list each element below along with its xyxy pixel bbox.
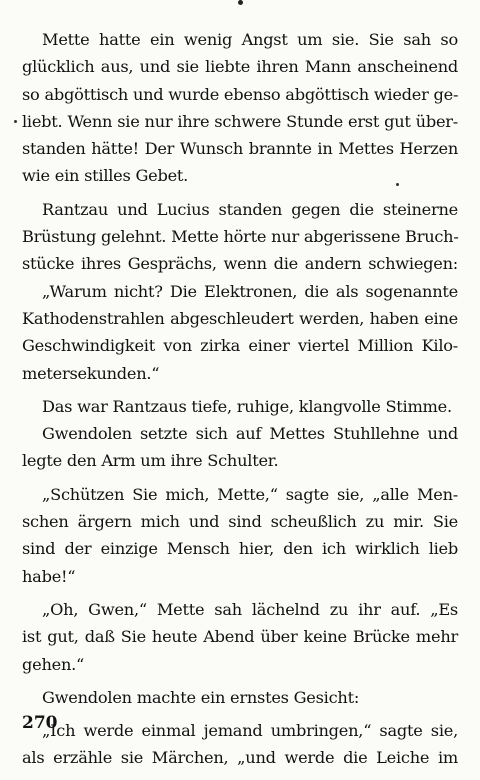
text-line: Geschwindigkeit von zirka einer viertel Million Kilo- — [22, 336, 458, 356]
text-line: Gwendolen machte ein ernstes Gesicht: — [42, 687, 360, 707]
text-line: glücklich aus, und sie liebte ihren Mann anscheinend — [22, 57, 458, 77]
paragraph-4 — [22, 393, 458, 420]
page-body — [22, 26, 458, 772]
text-line: Kathodenstrahlen abgeschleudert werden, haben eine — [22, 308, 458, 328]
text-line: Rantzau und Lucius standen gegen die steinerne — [42, 199, 458, 219]
paragraph-7 — [22, 596, 458, 678]
paragraph-6 — [22, 481, 458, 590]
text-line: wie ein stilles Gebet. — [22, 166, 189, 186]
text-line: sind der einzige Mensch hier, den ich wirklich lieb — [22, 539, 458, 559]
text-line: liebt. Wenn sie nur ihre schwere Stunde erst gut über- — [22, 111, 458, 131]
text-line: „Ich werde einmal jemand umbringen,“ sagte sie, — [42, 721, 458, 741]
paragraph-8 — [22, 684, 458, 711]
text-line: habe!“ — [22, 566, 76, 586]
ink-dot-top — [238, 0, 243, 5]
text-line: Mette hatte ein wenig Angst um sie. Sie sah so — [42, 30, 458, 49]
text-line: gehen.“ — [22, 654, 85, 674]
text-line: „Schützen Sie mich, Mette,“ sagte sie, „alle Men- — [42, 484, 458, 504]
text-line: so abgöttisch und wurde ebenso abgöttisch wieder ge- — [22, 84, 459, 104]
text-line: als erzähle sie Märchen, „und werde die Leiche im — [22, 748, 458, 768]
paragraph-3 — [22, 278, 458, 387]
text-line: „Oh, Gwen,“ Mette sah lächelnd zu ihr auf. „Es — [42, 599, 458, 619]
text-line: standen hätte! Der Wunsch brannte in Mettes Herzen — [22, 139, 458, 159]
text-line: „Warum nicht? Die Elektronen, die als sogenannte — [42, 281, 458, 301]
paragraph-5 — [22, 420, 458, 475]
text-line: Gwendolen setzte sich auf Mettes Stuhllehne und — [42, 424, 458, 444]
text-line: legte den Arm um ihre Schulter. — [22, 451, 279, 471]
text-line: Das war Rantzaus tiefe, ruhige, klangvolle Stimme. — [42, 396, 452, 416]
paragraph-9 — [22, 717, 458, 772]
paragraph-1 — [22, 26, 458, 190]
paragraph-2 — [22, 196, 458, 278]
text-line: stücke ihres Gesprächs, wenn die andern schwiegen: — [22, 254, 458, 274]
text-line: Brüstung gelehnt. Mette hörte nur abgerissene Bruch- — [22, 227, 459, 247]
text-line: ist gut, daß Sie heute Abend über keine Brücke mehr — [22, 627, 458, 647]
ink-speck-left — [14, 120, 17, 123]
page-number: 270 — [22, 713, 58, 733]
text-line: metersekunden.“ — [22, 363, 160, 383]
text-line: schen ärgern mich und sind scheußlich zu mir. Sie — [22, 512, 458, 532]
